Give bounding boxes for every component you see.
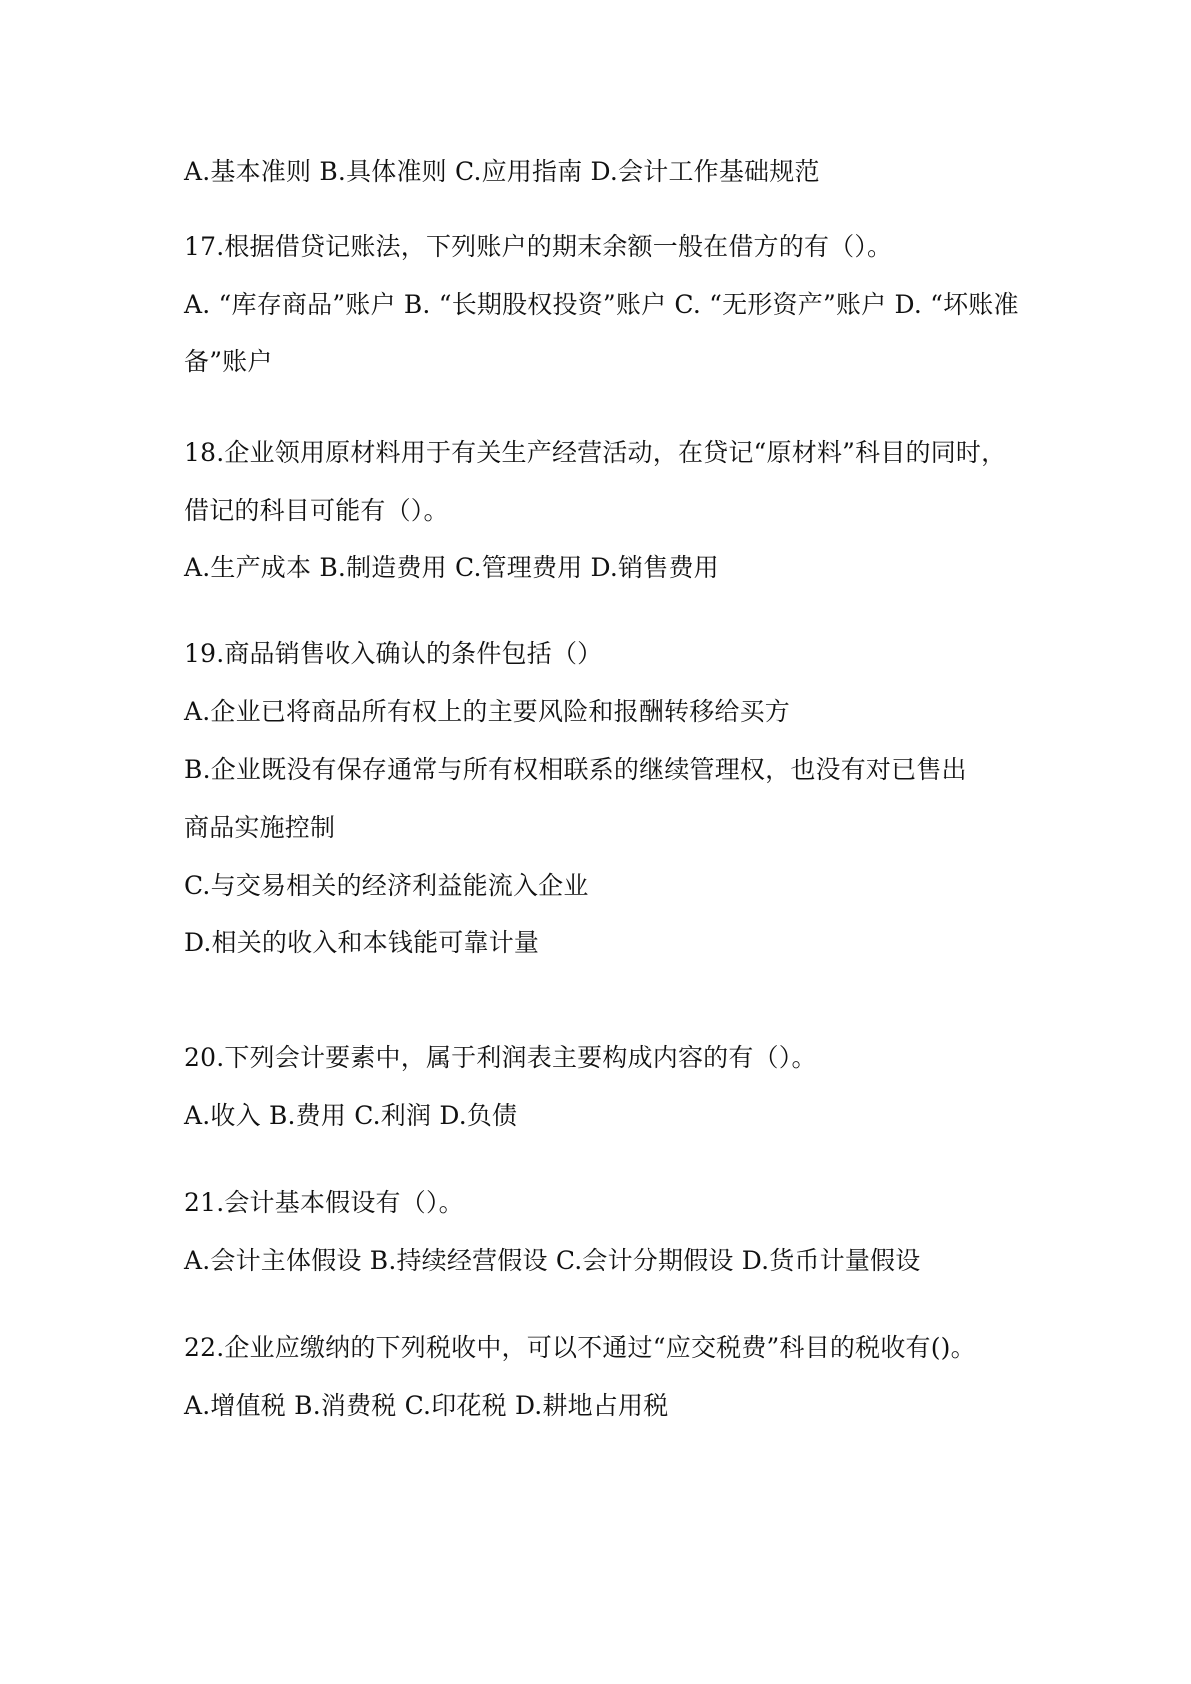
q21-stem: 21.会计基本假设有（）。 [184,1188,464,1217]
q18-stem-line2: 借记的科目可能有（）。 [184,496,449,525]
q18-stem-line1: 18.企业领用原材料用于有关生产经营活动，在贷记“原材料”科目的同时， [184,438,1007,467]
q19-option-c: C.与交易相关的经济利益能流入企业 [184,871,589,900]
q16-options: A.基本准则 B.具体准则 C.应用指南 D.会计工作基础规范 [184,157,820,186]
q18-options: A.生产成本 B.制造费用 C.管理费用 D.销售费用 [184,553,719,582]
q22-options: A.增值税 B.消费税 C.印花税 D.耕地占用税 [184,1391,669,1420]
q17-stem: 17.根据借贷记账法，下列账户的期末余额一般在借方的有（）。 [184,232,893,261]
q20-stem: 20.下列会计要素中，属于利润表主要构成内容的有（）。 [184,1043,817,1072]
q22-stem: 22.企业应缴纳的下列税收中，可以不通过“应交税费”科目的税收有()。 [184,1333,976,1362]
q17-options-line1: A. “库存商品”账户 B. “长期股权投资”账户 C. “无形资产”账户 D. “坏账准 [184,290,1019,319]
q19-option-a: A.企业已将商品所有权上的主要风险和报酬转移给买方 [184,697,791,726]
q19-stem: 19.商品销售收入确认的条件包括（） [184,639,603,668]
q19-option-b-line1: B.企业既没有保存通常与所有权相联系的继续管理权，也没有对已售出 [184,755,967,784]
q21-options: A.会计主体假设 B.持续经营假设 C.会计分期假设 D.货币计量假设 [184,1246,921,1275]
q19-option-d: D.相关的收入和本钱能可靠计量 [184,928,540,957]
q19-option-b-line2: 商品实施控制 [184,813,336,842]
q17-options-line2: 备”账户 [184,347,273,376]
q20-options: A.收入 B.费用 C.利润 D.负债 [184,1101,518,1130]
